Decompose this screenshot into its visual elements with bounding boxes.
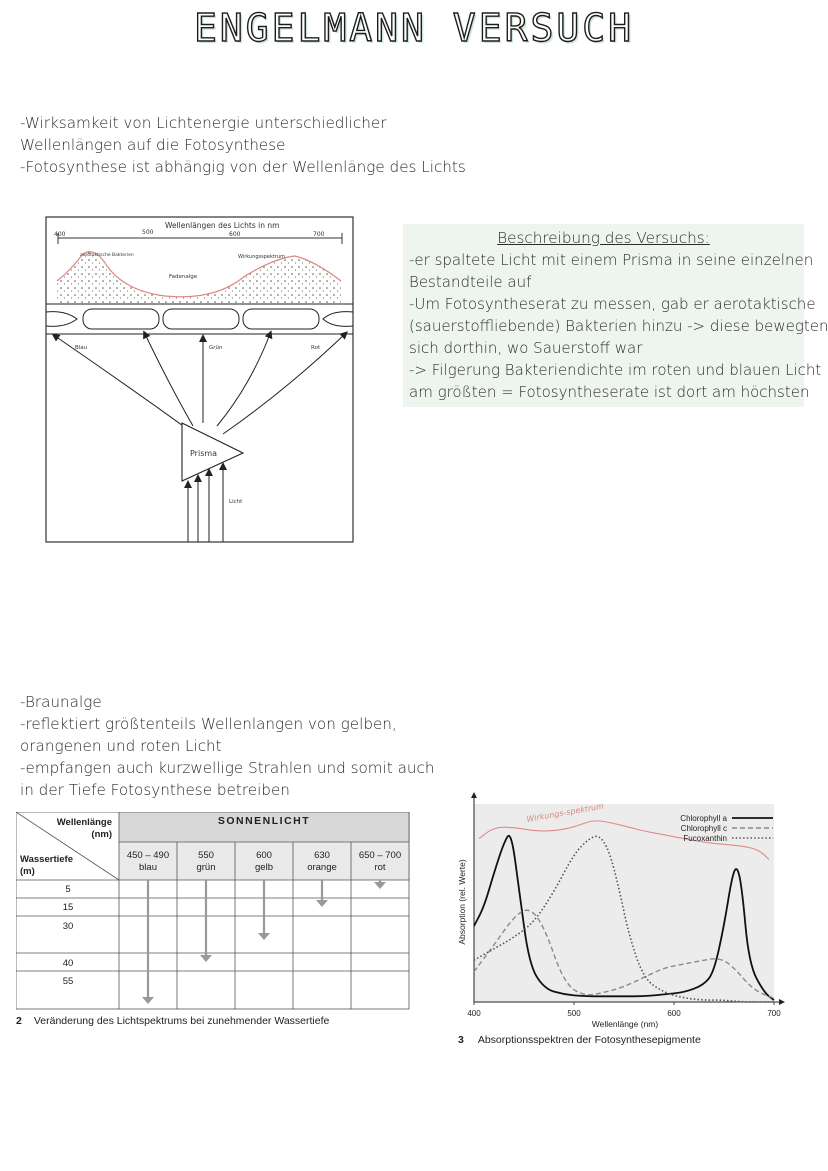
y-axis-label: Absorption (rel. Werte)	[457, 859, 467, 945]
column-color: grün	[196, 862, 216, 873]
axis-title: Wellenlängen des Lichts in nm	[165, 221, 280, 230]
column-range: 550	[198, 850, 214, 861]
note-line: -Fotosynthese ist abhängig von der Wellenlänge des Lichts	[20, 158, 466, 176]
annotation-spectrum: Wirkungs-spektrum	[525, 801, 605, 824]
corner-wavelength: Wellenlänge	[56, 817, 112, 828]
note-line: -Braunalge	[20, 693, 102, 711]
depth-label: 15	[62, 902, 74, 913]
x-axis-label: Wellenlänge (nm)	[591, 1019, 659, 1029]
note-line: in der Tiefe Fotosynthese betreiben	[20, 781, 290, 799]
depth-label: 40	[62, 958, 74, 969]
plot-area	[474, 804, 774, 1002]
note-line: -reflektiert größtenteils Wellenlangen von gelben,	[20, 715, 397, 733]
label-blue: Blau	[75, 345, 88, 351]
label-green: Grün	[209, 345, 223, 351]
corner-depth-unit: (m)	[20, 866, 35, 877]
description-line: Bestandteile auf	[409, 273, 532, 291]
caption-number: 3	[458, 1034, 464, 1046]
depth-table	[16, 812, 410, 1012]
algae-notes	[20, 691, 434, 801]
label-prism: Prisma	[190, 449, 218, 458]
legend-label: Fucoxanthin	[683, 834, 727, 843]
note-line: -Wirksamkeit von Lichtenergie unterschiedlicher	[20, 114, 387, 132]
legend-label: Chlorophyll c	[680, 824, 727, 833]
table-caption	[16, 1015, 329, 1027]
depth-label: 55	[62, 976, 74, 987]
description-line: -> Filgerung Bakteriendichte im roten und blauen Licht	[409, 361, 822, 379]
x-tick-label: 700	[767, 1009, 781, 1018]
tick-label: 500	[142, 229, 154, 236]
x-tick-label: 600	[667, 1009, 681, 1018]
label-alga: Fadenalge	[169, 274, 198, 280]
description-line: am größten = Fotosyntheserate ist dort am höchsten	[409, 383, 810, 401]
x-tick-label: 500	[567, 1009, 581, 1018]
absorption-chart	[455, 792, 795, 1032]
column-color: blau	[139, 862, 157, 873]
column-range: 630	[314, 850, 330, 861]
description-heading: Beschreibung des Versuchs:	[497, 229, 710, 247]
x-tick-label: 400	[467, 1009, 481, 1018]
note-line: orangenen und roten Licht	[20, 737, 222, 755]
corner-wavelength-unit: (nm)	[91, 829, 112, 840]
depth-label: 30	[62, 921, 74, 932]
column-color: gelb	[255, 862, 273, 873]
label-spectrum: Wirkungsspektrum	[238, 254, 285, 260]
note-line: Wellenlängen auf die Fotosynthese	[20, 136, 286, 154]
tick-label: 400	[54, 231, 66, 238]
caption-text: Veränderung des Lichtspektrums bei zunehmender Wassertiefe	[33, 1015, 330, 1027]
column-range: 450 – 490	[126, 850, 170, 861]
label-red: Rot	[311, 345, 321, 351]
tick-label: 700	[313, 231, 325, 238]
corner-depth: Wassertiefe	[20, 854, 73, 865]
column-color: rot	[374, 862, 386, 873]
column-color: orange	[307, 862, 337, 873]
tick-label: 600	[229, 231, 241, 238]
chart-caption	[458, 1034, 701, 1046]
depth-label: 5	[65, 884, 71, 895]
description-box	[403, 224, 828, 407]
description-line: (sauerstoffliebende) Bakterien hinzu -> diese bewegten	[409, 317, 828, 335]
caption-text: Absorptionsspektren der Fotosynthesepigmente	[477, 1034, 701, 1046]
intro-notes	[20, 112, 466, 178]
column-range: 600	[256, 850, 272, 861]
description-line: -Um Fotosyntheserat zu messen, gab er aerotaktische	[409, 295, 816, 313]
table-header: SONNENLICHT	[217, 815, 311, 827]
note-line: -empfangen auch kurzwellige Strahlen und somit auch	[20, 759, 435, 777]
legend-label: Chlorophyll a	[680, 814, 727, 823]
label-light: Licht	[229, 499, 243, 505]
experiment-sketch	[45, 216, 355, 544]
page-title: ENGELMANN VERSUCH	[194, 6, 634, 50]
column-range: 650 – 700	[358, 850, 402, 861]
caption-number: 2	[16, 1015, 22, 1027]
description-line: sich dorthin, wo Sauerstoff war	[409, 339, 643, 357]
description-line: -er spaltete Licht mit einem Prisma in seine einzelnen	[409, 251, 814, 269]
label-bacteria: aerotaktische Bakterien	[80, 253, 134, 258]
